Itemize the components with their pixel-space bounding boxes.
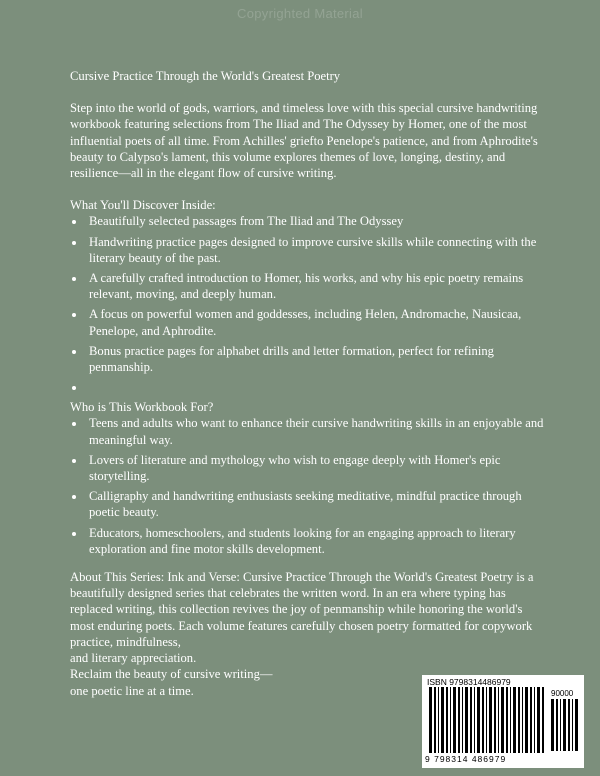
discover-list <box>70 213 545 395</box>
barcode-bar <box>453 687 456 753</box>
barcode-bar <box>477 687 480 753</box>
barcode-bar <box>575 699 578 751</box>
barcode-bar <box>474 687 475 753</box>
list-item: • Calligraphy and handwriting enthusiasts seeking meditative, mindful practice through poetic beauty. <box>86 488 545 520</box>
watermark: Copyrighted Material <box>237 6 363 21</box>
barcode-bar <box>501 687 504 753</box>
barcode-bar <box>441 687 444 753</box>
empty-list-item <box>86 379 545 395</box>
about-line: and literary appreciation. <box>70 651 197 666</box>
barcode-bar <box>446 687 448 753</box>
barcode-bar <box>563 699 566 751</box>
tagline-line-2: one poetic line at a time. <box>70 683 194 698</box>
barcode-bar <box>513 687 516 753</box>
barcode-bar <box>522 687 523 753</box>
barcode-bar <box>572 699 573 751</box>
price-barcode-icon <box>551 699 581 751</box>
barcode-bar <box>551 699 554 751</box>
barcode-bar <box>556 699 558 751</box>
barcode-bar <box>506 687 508 753</box>
audience-list <box>70 415 545 557</box>
barcode-bar <box>518 687 520 753</box>
list-item: • Beautifully selected passages from The Iliad and The Odyssey <box>86 213 545 229</box>
list-item: • Handwriting practice pages designed to improve cursive skills while connecting with the literary beauty of the past. <box>86 234 545 266</box>
list-item: • Teens and adults who want to enhance their cursive handwriting skills in an enjoyable and meaningful way. <box>86 415 545 447</box>
barcode-bar <box>486 687 487 753</box>
about-paragraph: About This Series: Ink and Verse: Cursive Practice Through the World's Greatest Poetry is a beautifully designed series that celebrates the written word. In an era where typing has replaced writing, this collection revives the joy of penmanship while honoring the world's most enduring poets. Each volume features carefully chosen poetry formatted for copywork practice, mindfulness, <box>70 570 534 649</box>
barcode-bar <box>434 687 436 753</box>
price-code: 90000 <box>551 689 574 698</box>
barcode-bar <box>458 687 460 753</box>
tagline-line-1: Reclaim the beauty of cursive writing— <box>70 667 273 682</box>
barcode-bar <box>530 687 532 753</box>
barcode-bar <box>482 687 484 753</box>
barcode-digits: 9 798314 486979 <box>425 754 507 764</box>
intro-paragraph: Step into the world of gods, warriors, and timeless love with this special cursive handwriting workbook featuring selections from The Iliad and The Odyssey by Homer, one of the most influential poets of all time. From Achilles' griefto Penelope's patience, and from Aphrodite's beauty to Calypso's lament, this volume explores themes of love, longing, destiny, and resilience—all in the elegant flow of cursive writing. <box>70 101 538 181</box>
barcode-bar <box>560 699 561 751</box>
list-item: • A focus on powerful women and goddesses, including Helen, Andromache, Nausicaa, Penelope, and Aphrodite. <box>86 306 545 338</box>
audience-title: Who is This Workbook For? <box>70 400 214 415</box>
barcode-bar <box>568 699 570 751</box>
barcode-bar <box>542 687 544 753</box>
barcode-bar <box>470 687 472 753</box>
barcode-bar <box>525 687 528 753</box>
barcode-bar <box>465 687 468 753</box>
barcode-bar <box>534 687 535 753</box>
isbn-label: ISBN 9798314486979 <box>427 677 511 687</box>
barcode-bar <box>438 687 439 753</box>
back-cover-text <box>70 68 545 699</box>
list-item: • Bonus practice pages for alphabet drills and letter formation, perfect for refining penmanship. <box>86 343 545 375</box>
barcode-bar <box>450 687 451 753</box>
heading: Cursive Practice Through the World's Greatest Poetry <box>70 69 341 83</box>
barcode-bar <box>429 687 432 753</box>
barcode-bar <box>537 687 540 753</box>
barcode-bar <box>489 687 492 753</box>
list-item: • Educators, homeschoolers, and students looking for an engaging approach to literary exploration and fine motor skills development. <box>86 525 545 557</box>
list-item: • A carefully crafted introduction to Homer, his works, and why his epic poetry remains relevant, moving, and deeply human. <box>86 270 545 302</box>
barcode-box <box>422 675 584 768</box>
discover-title: What You'll Discover Inside: <box>70 198 216 213</box>
barcode-bar <box>462 687 463 753</box>
barcode-bar <box>494 687 496 753</box>
barcode-bar <box>498 687 499 753</box>
list-item: • Lovers of literature and mythology who wish to engage deeply with Homer's epic storytelling. <box>86 452 545 484</box>
barcode-icon <box>429 687 545 753</box>
barcode-bar <box>510 687 511 753</box>
